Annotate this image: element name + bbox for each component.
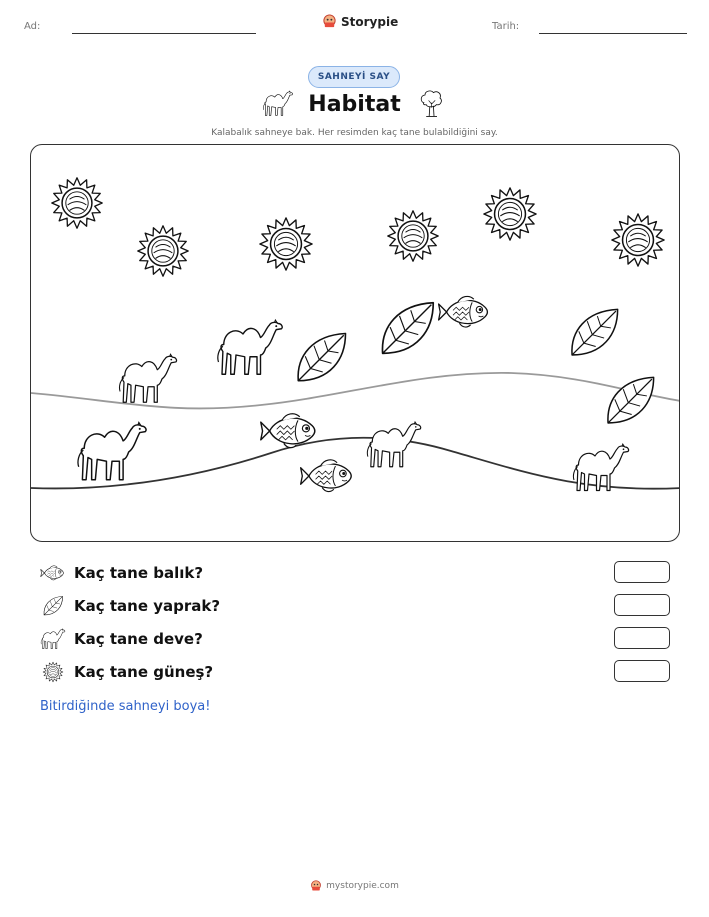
question-fish	[40, 559, 680, 587]
question-text: Kaç tane balık?	[74, 564, 204, 582]
question-text: Kaç tane güneş?	[74, 663, 214, 681]
name-label: Ad:	[24, 21, 41, 32]
finish-note: Bitirdiğinde sahneyi boya!	[40, 699, 211, 714]
leaf-icon	[572, 309, 618, 355]
brand-logo	[322, 14, 398, 29]
answer-box[interactable]	[614, 660, 670, 682]
question-camel	[40, 625, 680, 653]
sun-icon	[484, 188, 536, 240]
leaf-icon	[298, 334, 345, 381]
page-title: Habitat	[308, 92, 401, 117]
sun-icon	[388, 211, 438, 261]
answer-box[interactable]	[614, 561, 670, 583]
tree-icon	[419, 89, 443, 119]
camel-icon	[40, 628, 66, 650]
instructions: Kalabalık sahneye bak. Her resimden kaç tane bulabildiğini say.	[211, 128, 498, 138]
storypie-logo-icon	[322, 14, 337, 29]
question-text: Kaç tane deve?	[74, 630, 203, 648]
name-field[interactable]	[72, 33, 256, 34]
date-label: Tarih:	[492, 21, 520, 32]
activity-badge: SAHNEYİ SAY	[308, 66, 400, 88]
question-leaf	[40, 592, 680, 620]
answer-box[interactable]	[614, 627, 670, 649]
fish-icon	[439, 296, 488, 327]
sun-icon	[52, 178, 102, 228]
fish-icon	[301, 460, 352, 492]
camel-icon	[78, 422, 146, 479]
fish-icon	[40, 562, 66, 584]
storypie-logo-icon	[310, 880, 322, 892]
camel-icon	[367, 422, 420, 467]
date-field[interactable]	[539, 33, 687, 34]
camel-icon	[218, 320, 282, 374]
answer-box[interactable]	[614, 594, 670, 616]
brand-name: Storypie	[341, 14, 399, 29]
question-text: Kaç tane yaprak?	[74, 597, 221, 615]
footer	[0, 880, 709, 892]
sun-icon	[260, 218, 312, 270]
leaf-icon	[40, 595, 66, 617]
footer-url[interactable]: mystorypie.com	[326, 881, 399, 891]
sun-icon	[40, 661, 66, 683]
sun-icon	[612, 214, 664, 266]
camel-icon	[120, 354, 177, 402]
counting-scene	[30, 144, 680, 542]
question-sun	[40, 658, 680, 686]
leaf-icon	[608, 377, 654, 423]
sun-icon	[138, 226, 188, 276]
leaf-icon	[382, 303, 433, 354]
